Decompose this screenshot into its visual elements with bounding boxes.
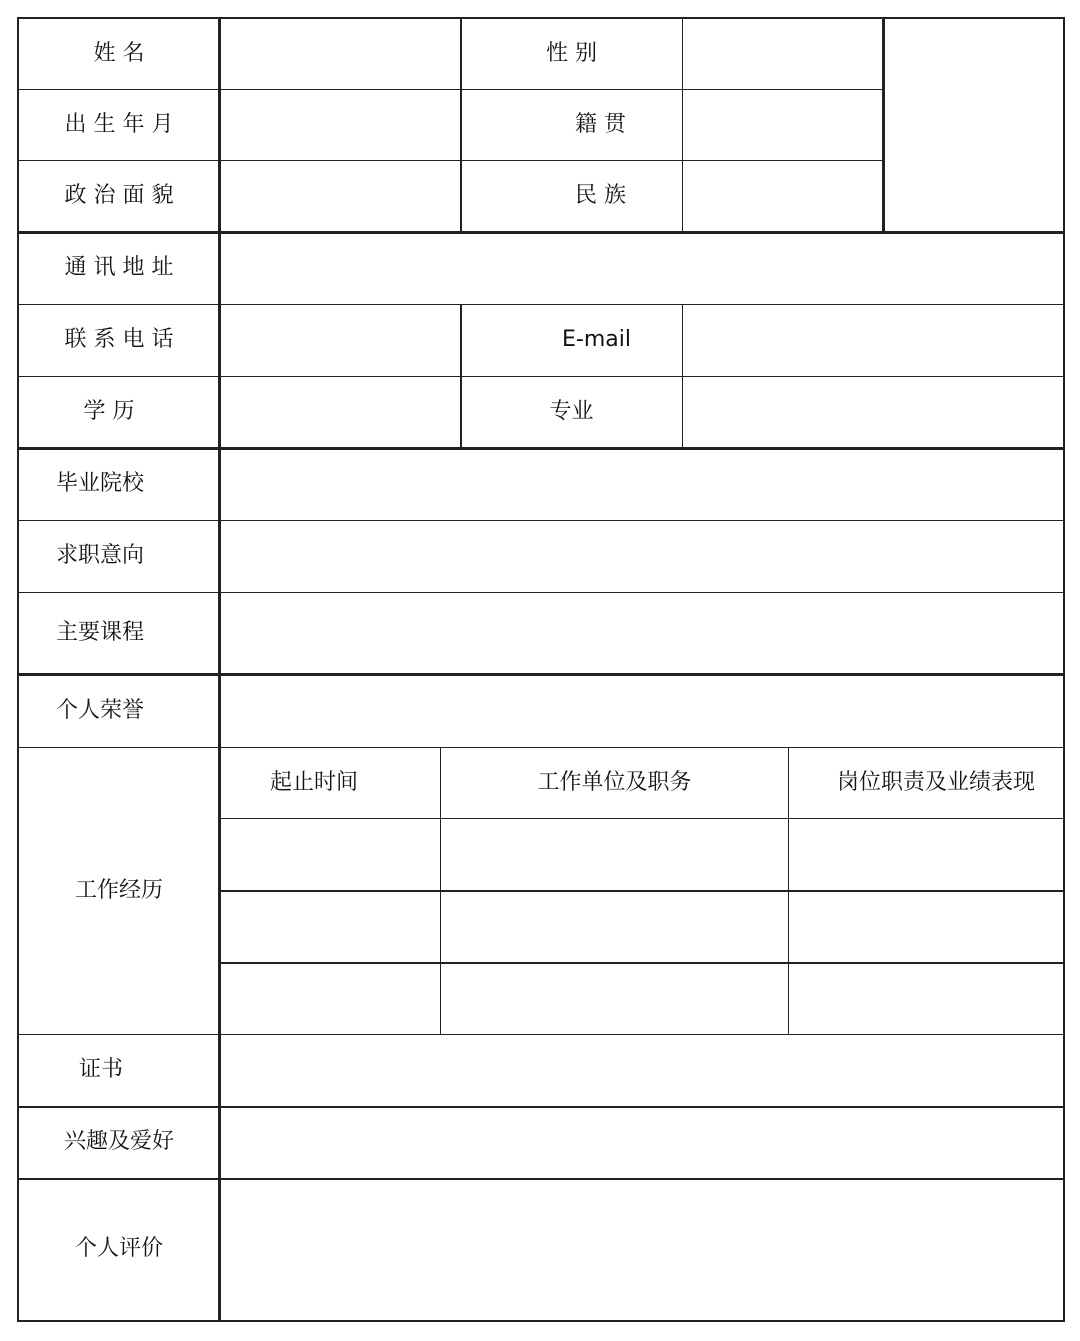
grid-line-left — [17, 17, 19, 1322]
grid-line-work-col-2 — [788, 747, 789, 1034]
grid-line-row-11 — [18, 1034, 1064, 1035]
grid-line-row-6 — [18, 447, 1064, 450]
certificates-value[interactable] — [220, 1034, 1064, 1106]
work-row-2-period[interactable] — [220, 890, 441, 962]
grid-line-work-col-1 — [440, 747, 441, 1034]
job-intention-value[interactable] — [220, 520, 1064, 592]
work-duties-header: 岗位职责及业绩表现 — [836, 769, 1035, 795]
grid-line-row-3 — [18, 231, 1064, 234]
birth-label: 出 生 年 月 — [64, 111, 174, 137]
grid-line-row-8 — [18, 592, 1064, 593]
work-row-2-employer[interactable] — [441, 890, 788, 962]
grid-line-top — [18, 17, 1064, 19]
political-status-label: 政 治 面 貌 — [64, 183, 174, 208]
grid-line-row-5 — [18, 376, 1064, 377]
ethnicity-value[interactable] — [682, 160, 884, 232]
grid-line-row-12 — [18, 1106, 1064, 1108]
grid-line-row-9 — [18, 673, 1064, 676]
work-row-3-employer[interactable] — [441, 962, 788, 1034]
job-intention-label: 求职意向 — [56, 543, 145, 568]
political-status-value[interactable] — [220, 160, 461, 232]
grid-line-row-7 — [18, 520, 1064, 521]
gender-label: 性 别 — [546, 40, 597, 66]
grid-line-right — [1063, 17, 1065, 1322]
phone-label: 联 系 电 话 — [64, 327, 174, 352]
grid-line-work-header — [220, 818, 1064, 819]
major-label: 专业 — [549, 399, 594, 424]
grid-line-upper-value-divider — [682, 17, 683, 232]
work-row-1-duties[interactable] — [788, 818, 1064, 890]
work-period-header: 起止时间 — [269, 769, 358, 795]
grid-line-row-1 — [18, 89, 884, 90]
work-row-1-employer[interactable] — [441, 818, 788, 890]
main-courses-label: 主要课程 — [56, 620, 145, 645]
grid-line-work-row-1 — [220, 890, 1064, 892]
grid-line-row-10 — [18, 747, 1064, 748]
gender-value[interactable] — [682, 18, 884, 89]
work-row-3-period[interactable] — [220, 962, 441, 1034]
work-employer-header: 工作单位及职务 — [537, 769, 692, 795]
hobbies-value[interactable] — [220, 1106, 1064, 1178]
ethnicity-label: 民 族 — [575, 183, 626, 208]
native-place-value[interactable] — [682, 89, 884, 160]
self-evaluation-label: 个人评价 — [74, 1236, 163, 1261]
education-value[interactable] — [220, 376, 461, 448]
email-value[interactable] — [682, 304, 1064, 376]
work-row-3-duties[interactable] — [788, 962, 1064, 1034]
work-row-1-period[interactable] — [220, 818, 441, 890]
grid-line-row-4 — [18, 304, 1064, 305]
grid-line-bottom — [18, 1320, 1064, 1322]
grid-line-contact-middle — [460, 304, 462, 448]
honors-label: 个人荣誉 — [56, 697, 145, 723]
grid-line-upper-middle — [460, 17, 462, 232]
self-evaluation-value[interactable] — [220, 1178, 1064, 1320]
address-value[interactable] — [220, 232, 1064, 304]
work-row-2-duties[interactable] — [788, 890, 1064, 962]
grid-line-row-2 — [18, 160, 884, 161]
address-label: 通 讯 地 址 — [64, 255, 174, 280]
phone-value[interactable] — [220, 304, 461, 376]
school-label: 毕业院校 — [56, 471, 145, 496]
grid-line-label-divider — [218, 17, 221, 1322]
name-value[interactable] — [220, 18, 461, 89]
honors-value[interactable] — [220, 674, 1064, 747]
grid-line-photo-divider — [882, 17, 885, 232]
native-place-label: 籍 贯 — [575, 111, 626, 137]
birth-value[interactable] — [220, 89, 461, 160]
education-label: 学 历 — [83, 399, 135, 424]
major-value[interactable] — [682, 376, 1064, 448]
hobbies-label: 兴趣及爱好 — [63, 1129, 174, 1154]
photo-area[interactable] — [884, 18, 1064, 232]
grid-line-work-row-2 — [220, 962, 1064, 964]
name-label: 姓 名 — [93, 40, 145, 66]
grid-line-row-13 — [18, 1178, 1064, 1180]
school-value[interactable] — [220, 448, 1064, 520]
email-label: E-mail — [562, 327, 631, 352]
main-courses-value[interactable] — [220, 592, 1064, 674]
grid-line-contact-value-divider — [682, 304, 683, 448]
work-experience-label: 工作经历 — [74, 877, 163, 903]
certificates-label: 证书 — [78, 1057, 123, 1082]
